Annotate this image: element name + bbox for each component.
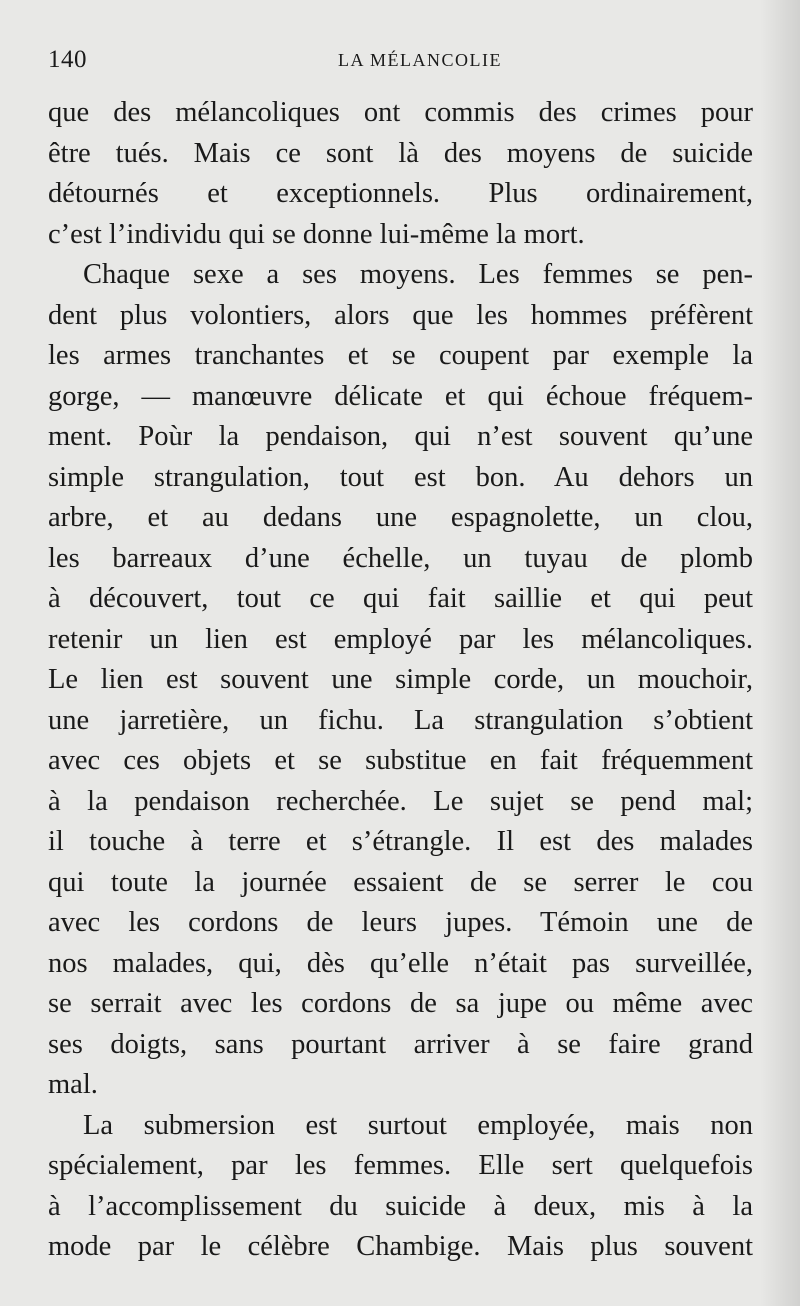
text-line: à la pendaison recherchée. Le sujet se pend mal; (48, 785, 753, 817)
text-line: à découvert, tout ce qui fait saillie et qui peut (48, 583, 753, 614)
running-title: LA MÉLANCOLIE (338, 50, 502, 70)
text-line: nos malades, qui, dès qu’elle n’était pas surveillée, (48, 947, 753, 979)
text-line: dent plus volontiers, alors que les hommes préfèrent (48, 299, 753, 331)
text-line: Chaque sexe a ses moyens. Les femmes se pen- (83, 259, 753, 290)
text-line: La submersion est surtout employée, mais non (83, 1109, 753, 1141)
text-line: spécialement, par les femmes. Elle sert quelquefois (48, 1150, 753, 1181)
text-line: détournés et exceptionnels. Plus ordinairement, (48, 178, 753, 209)
text-line: ment. Poùr la pendaison, qui n’est souvent qu’une (48, 421, 753, 452)
text-line: Le lien est souvent une simple corde, un mouchoir, (48, 664, 753, 695)
text-line: une jarretière, un fichu. La strangulation s’obtient (48, 704, 753, 736)
text-line: mal. (48, 1069, 98, 1100)
text-line: les armes tranchantes et se coupent par exemple la (48, 340, 753, 371)
text-line: simple strangulation, tout est bon. Au dehors un (48, 461, 753, 493)
text-line: être tués. Mais ce sont là des moyens de suicide (48, 137, 753, 169)
text-line: ses doigts, sans pourtant arriver à se faire grand (48, 1028, 753, 1060)
body-text (48, 93, 753, 1268)
text-line: c’est l’individu qui se donne lui-même la mort. (48, 218, 585, 250)
text-line: les barreaux d’une échelle, un tuyau de plomb (48, 542, 753, 574)
text-line: mode par le célèbre Chambige. Mais plus souvent (48, 1231, 753, 1262)
text-line: retenir un lien est employé par les mélancoliques. (48, 623, 753, 655)
text-line: à l’accomplissement du suicide à deux, mis à la (48, 1190, 753, 1222)
text-line: se serrait avec les cordons de sa jupe ou même avec (48, 988, 753, 1019)
page-header (48, 46, 752, 80)
text-line: arbre, et au dedans une espagnolette, un clou, (48, 502, 753, 533)
page-number: 140 (48, 46, 87, 73)
text-line: qui toute la journée essaient de se serrer le cou (48, 866, 753, 898)
text-line: gorge, — manœuvre délicate et qui échoue fréquem- (48, 380, 753, 412)
text-line: avec les cordons de leurs jupes. Témoin une de (48, 907, 753, 938)
text-line: il touche à terre et s’étrangle. Il est des malades (48, 826, 753, 857)
text-line: que des mélancoliques ont commis des crimes pour (48, 97, 753, 128)
text-line: avec ces objets et se substitue en fait fréquemment (48, 745, 753, 776)
